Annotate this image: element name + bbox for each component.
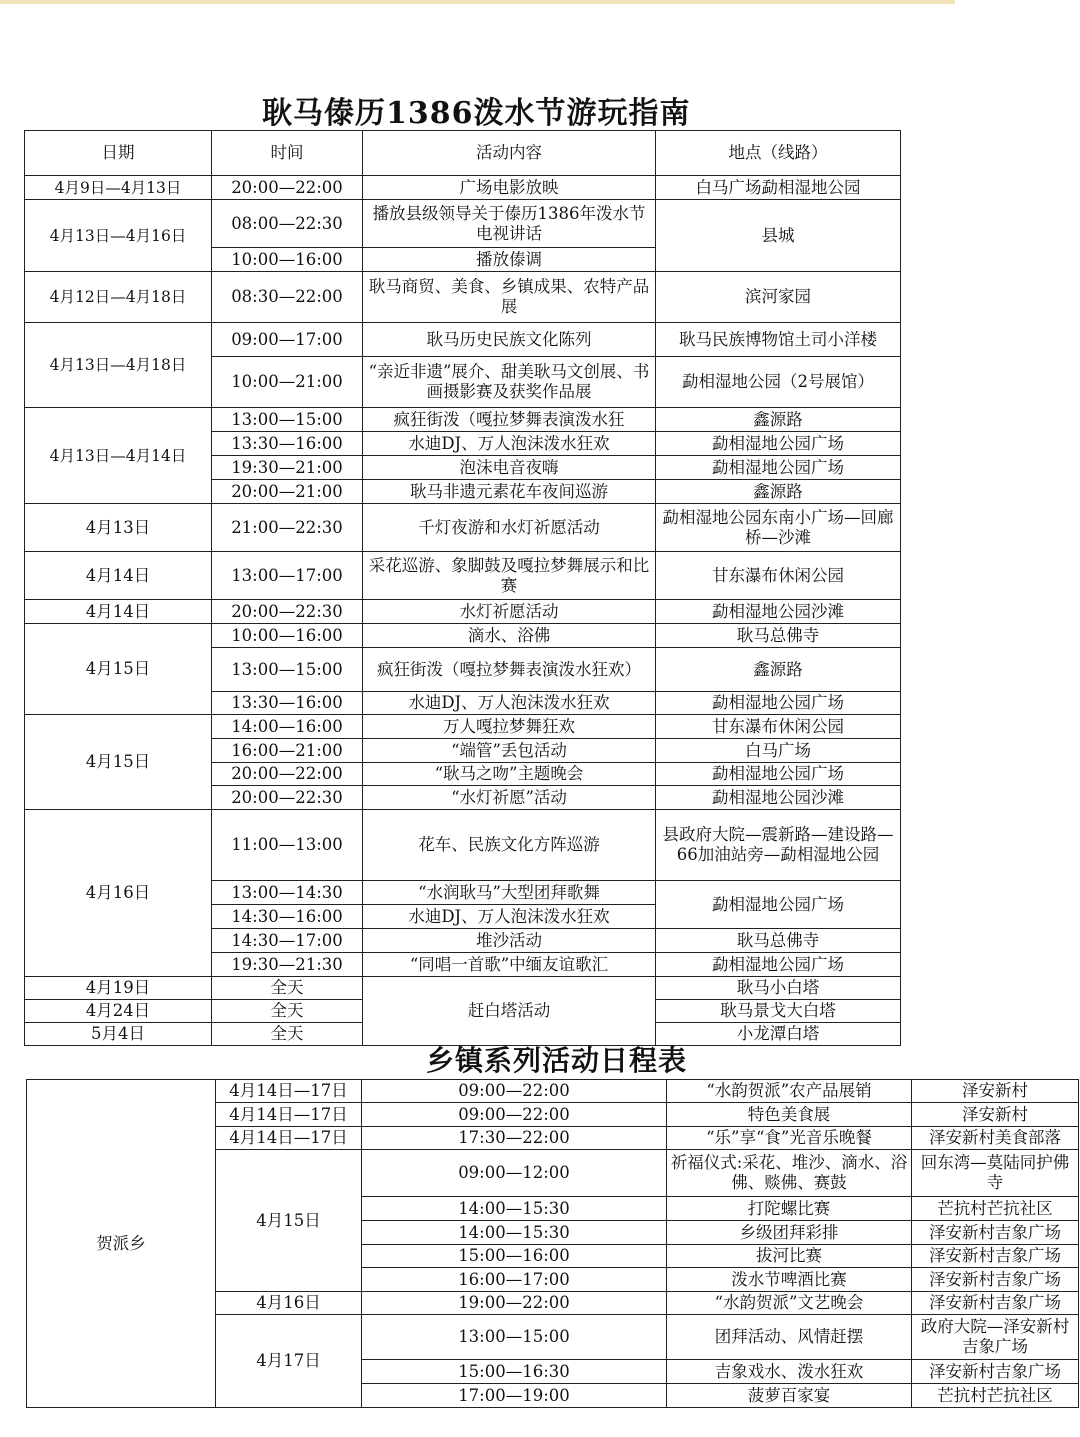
time-cell: 15:00—16:30: [362, 1360, 667, 1384]
time-cell: 08:30—22:00: [212, 272, 363, 323]
location-cell: 耿马景戈大白塔: [656, 1000, 901, 1023]
location-cell: 泽安新村吉象广场: [912, 1221, 1079, 1245]
time-cell: 09:00—22:00: [362, 1080, 667, 1103]
header-location: 地点（线路）: [656, 131, 901, 176]
location-cell: 白马广场勐相湿地公园: [656, 176, 901, 200]
time-cell: 14:30—17:00: [212, 929, 363, 953]
date-cell: 4月16日: [25, 810, 212, 977]
time-cell: 14:00—15:30: [362, 1197, 667, 1221]
table-row: [25, 176, 901, 200]
activity-cell: “同唱一首歌”中缅友谊歌汇: [363, 953, 656, 977]
location-cell: 勐相湿地公园广场: [656, 692, 901, 715]
table-row: [25, 408, 901, 432]
township-title: 乡镇系列活动日程表: [426, 1044, 688, 1077]
table-row: [25, 624, 901, 648]
township-table: [26, 1079, 1079, 1408]
time-cell: 20:00—21:00: [212, 480, 363, 504]
time-cell: 16:00—17:00: [362, 1268, 667, 1292]
township-name: 贺派乡: [27, 1080, 216, 1408]
activity-cell: 吉象戏水、泼水狂欢: [667, 1360, 912, 1384]
location-cell: 县城: [656, 200, 901, 272]
activity-cell: 耿马历史民族文化陈列: [363, 323, 656, 357]
table-row: [25, 200, 901, 248]
location-cell: 泽安新村吉象广场: [912, 1292, 1079, 1315]
time-cell: 17:00—19:00: [362, 1384, 667, 1408]
time-cell: 20:00—22:30: [212, 786, 363, 810]
time-cell: 14:00—16:00: [212, 715, 363, 739]
location-cell: 鑫源路: [656, 480, 901, 504]
date-cell: 4月13日: [25, 504, 212, 552]
location-cell: 泽安新村吉象广场: [912, 1245, 1079, 1268]
time-cell: 09:00—17:00: [212, 323, 363, 357]
location-cell: 小龙潭白塔: [656, 1023, 901, 1046]
table-row: [25, 715, 901, 739]
date-cell: 4月14日—17日: [216, 1103, 362, 1127]
location-cell: 耿马民族博物馆土司小洋楼: [656, 323, 901, 357]
location-cell: 滨河家园: [656, 272, 901, 323]
time-cell: 14:00—15:30: [362, 1221, 667, 1245]
time-cell: 19:00—22:00: [362, 1292, 667, 1315]
time-cell: 09:00—12:00: [362, 1150, 667, 1197]
schedule-table: [24, 130, 901, 1046]
page-title: 耿马傣历1386泼水节游玩指南: [262, 96, 691, 131]
location-cell: 勐相湿地公园东南小广场—回廊桥—沙滩: [656, 504, 901, 552]
time-cell: 10:00—21:00: [212, 357, 363, 408]
location-cell: 泽安新村: [912, 1080, 1079, 1103]
time-cell: 10:00—16:00: [212, 624, 363, 648]
table-header-row: [25, 131, 901, 176]
location-cell: 勐相湿地公园（2号展馆）: [656, 357, 901, 408]
activity-cell: 水迪DJ、万人泡沫泼水狂欢: [363, 432, 656, 456]
date-cell: 5月4日: [25, 1023, 212, 1046]
location-cell: 勐相湿地公园广场: [656, 456, 901, 480]
date-cell: 4月15日: [25, 715, 212, 810]
location-cell: 泽安新村: [912, 1103, 1079, 1127]
location-cell: 白马广场: [656, 739, 901, 763]
activity-cell: 广场电影放映: [363, 176, 656, 200]
time-cell: 全天: [212, 977, 363, 1000]
location-cell: 勐相湿地公园沙滩: [656, 786, 901, 810]
location-cell: 勐相湿地公园广场: [656, 881, 901, 929]
activity-cell: 乡级团拜彩排: [667, 1221, 912, 1245]
activity-cell: 疯狂街泼（嘎拉梦舞表演泼水狂欢）: [363, 648, 656, 692]
activity-cell: 耿马商贸、美食、乡镇成果、农特产品展: [363, 272, 656, 323]
time-cell: 10:00—16:00: [212, 248, 363, 272]
activity-cell: 祈福仪式:采花、堆沙、滴水、浴佛、赕佛、赛鼓: [667, 1150, 912, 1197]
time-cell: 16:00—21:00: [212, 739, 363, 763]
location-cell: 泽安新村美食部落: [912, 1127, 1079, 1150]
time-cell: 09:00—22:00: [362, 1103, 667, 1127]
activity-cell: “耿马之吻”主题晚会: [363, 763, 656, 786]
activity-cell: “水韵贺派”文艺晚会: [667, 1292, 912, 1315]
table-row: [25, 810, 901, 881]
time-cell: 17:30—22:00: [362, 1127, 667, 1150]
date-cell: 4月14日: [25, 600, 212, 624]
time-cell: 19:30—21:30: [212, 953, 363, 977]
time-cell: 19:30—21:00: [212, 456, 363, 480]
activity-cell: 耿马非遗元素花车夜间巡游: [363, 480, 656, 504]
activity-cell: “水灯祈愿”活动: [363, 786, 656, 810]
location-cell: 鑫源路: [656, 408, 901, 432]
activity-cell: “水润耿马”大型团拜歌舞: [363, 881, 656, 905]
date-cell: 4月24日: [25, 1000, 212, 1023]
date-cell: 4月13日—4月14日: [25, 408, 212, 504]
time-cell: 13:00—15:00: [362, 1315, 667, 1360]
time-cell: 08:00—22:30: [212, 200, 363, 248]
time-cell: 全天: [212, 1000, 363, 1023]
table-row: [25, 272, 901, 323]
activity-cell: “端管”丢包活动: [363, 739, 656, 763]
time-cell: 13:00—15:00: [212, 408, 363, 432]
location-cell: 耿马总佛寺: [656, 929, 901, 953]
activity-cell: 采花巡游、象脚鼓及嘎拉梦舞展示和比赛: [363, 552, 656, 600]
date-cell: 4月19日: [25, 977, 212, 1000]
activity-cell: 滴水、浴佛: [363, 624, 656, 648]
table-row: [25, 504, 901, 552]
activity-cell: 赶白塔活动: [363, 977, 656, 1046]
time-cell: 14:30—16:00: [212, 905, 363, 929]
location-cell: 耿马总佛寺: [656, 624, 901, 648]
date-cell: 4月13日—4月16日: [25, 200, 212, 272]
date-cell: 4月14日: [25, 552, 212, 600]
activity-cell: 泡沫电音夜嗨: [363, 456, 656, 480]
date-cell: 4月14日—17日: [216, 1080, 362, 1103]
time-cell: 20:00—22:30: [212, 600, 363, 624]
location-cell: 甘东瀑布休闲公园: [656, 552, 901, 600]
table-row: [25, 552, 901, 600]
activity-cell: “水韵贺派”农产品展销: [667, 1080, 912, 1103]
table-row: [27, 1080, 1079, 1103]
location-cell: 县政府大院—震新路—建设路—66加油站旁—勐相湿地公园: [656, 810, 901, 881]
location-cell: 芒抗村芒抗社区: [912, 1197, 1079, 1221]
activity-cell: 水迪DJ、万人泡沫泼水狂欢: [363, 905, 656, 929]
activity-cell: 万人嘎拉梦舞狂欢: [363, 715, 656, 739]
time-cell: 13:00—17:00: [212, 552, 363, 600]
time-cell: 13:00—14:30: [212, 881, 363, 905]
location-cell: 泽安新村吉象广场: [912, 1268, 1079, 1292]
activity-cell: 特色美食展: [667, 1103, 912, 1127]
time-cell: 15:00—16:00: [362, 1245, 667, 1268]
activity-cell: 水灯祈愿活动: [363, 600, 656, 624]
header-activity: 活动内容: [363, 131, 656, 176]
activity-cell: 泼水节啤酒比赛: [667, 1268, 912, 1292]
table-row: [25, 600, 901, 624]
activity-cell: 千灯夜游和水灯祈愿活动: [363, 504, 656, 552]
location-cell: 政府大院—泽安新村吉象广场: [912, 1315, 1079, 1360]
location-cell: 回东湾—莫陆同护佛寺: [912, 1150, 1079, 1197]
location-cell: 勐相湿地公园广场: [656, 763, 901, 786]
date-cell: 4月9日—4月13日: [25, 176, 212, 200]
location-cell: 甘东瀑布休闲公园: [656, 715, 901, 739]
time-cell: 13:00—15:00: [212, 648, 363, 692]
activity-cell: 菠萝百家宴: [667, 1384, 912, 1408]
location-cell: 芒抗村芒抗社区: [912, 1384, 1079, 1408]
location-cell: 勐相湿地公园广场: [656, 432, 901, 456]
time-cell: 21:00—22:30: [212, 504, 363, 552]
date-cell: 4月13日—4月18日: [25, 323, 212, 408]
time-cell: 20:00—22:00: [212, 763, 363, 786]
location-cell: 勐相湿地公园广场: [656, 953, 901, 977]
activity-cell: 堆沙活动: [363, 929, 656, 953]
table-row: [25, 323, 901, 357]
location-cell: 勐相湿地公园沙滩: [656, 600, 901, 624]
date-cell: 4月17日: [216, 1315, 362, 1408]
table-row: [25, 977, 901, 1000]
activity-cell: 拔河比赛: [667, 1245, 912, 1268]
date-cell: 4月15日: [216, 1150, 362, 1292]
top-edge-strip: [0, 0, 955, 4]
time-cell: 13:30—16:00: [212, 692, 363, 715]
location-cell: 耿马小白塔: [656, 977, 901, 1000]
time-cell: 20:00—22:00: [212, 176, 363, 200]
location-cell: 泽安新村吉象广场: [912, 1360, 1079, 1384]
activity-cell: “乐”享“食”光音乐晚餐: [667, 1127, 912, 1150]
activity-cell: 水迪DJ、万人泡沫泼水狂欢: [363, 692, 656, 715]
time-cell: 13:30—16:00: [212, 432, 363, 456]
time-cell: 11:00—13:00: [212, 810, 363, 881]
activity-cell: 团拜活动、风情赶摆: [667, 1315, 912, 1360]
location-cell: 鑫源路: [656, 648, 901, 692]
activity-cell: 播放县级领导关于傣历1386年泼水节电视讲话: [363, 200, 656, 248]
activity-cell: 播放傣调: [363, 248, 656, 272]
activity-cell: “亲近非遗”展介、甜美耿马文创展、书画摄影赛及获奖作品展: [363, 357, 656, 408]
time-cell: 全天: [212, 1023, 363, 1046]
activity-cell: 疯狂街泼（嘎拉梦舞表演泼水狂: [363, 408, 656, 432]
date-cell: 4月14日—17日: [216, 1127, 362, 1150]
date-cell: 4月15日: [25, 624, 212, 715]
activity-cell: 打陀螺比赛: [667, 1197, 912, 1221]
activity-cell: 花车、民族文化方阵巡游: [363, 810, 656, 881]
header-time: 时间: [212, 131, 363, 176]
date-cell: 4月16日: [216, 1292, 362, 1315]
date-cell: 4月12日—4月18日: [25, 272, 212, 323]
header-date: 日期: [25, 131, 212, 176]
